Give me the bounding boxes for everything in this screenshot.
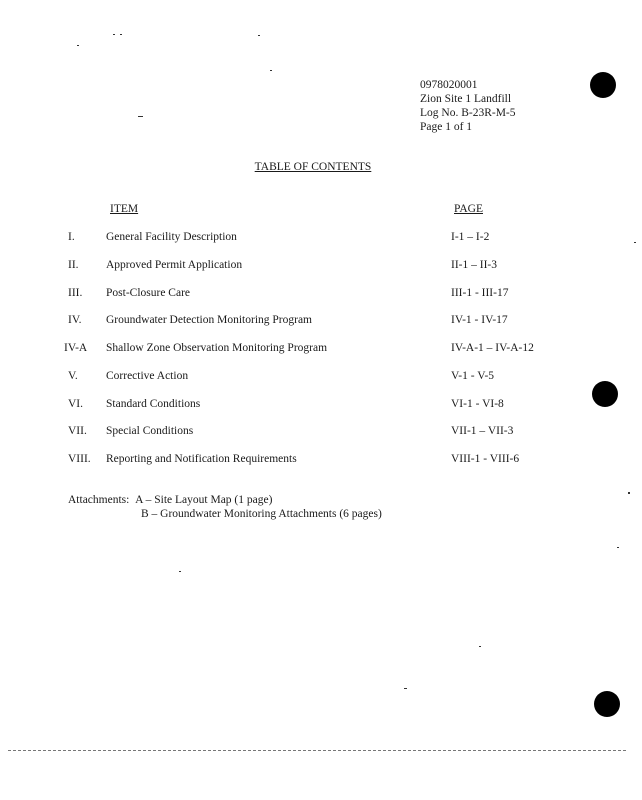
toc-number: V. — [68, 370, 78, 382]
scan-speck — [138, 116, 143, 117]
toc-number: II. — [68, 259, 79, 271]
toc-pages: VIII-1 - VIII-6 — [451, 453, 520, 465]
toc-pages: II-1 – II-3 — [451, 259, 497, 271]
toc-item: General Facility Description — [106, 231, 237, 243]
scan-speck — [404, 688, 407, 689]
toc-row — [0, 453, 642, 469]
toc-item: Corrective Action — [106, 370, 189, 382]
toc-item: Special Conditions — [106, 425, 194, 437]
scan-speck — [634, 242, 636, 243]
scan-speck — [628, 492, 630, 494]
scan-speck — [258, 35, 260, 36]
column-header-item: ITEM — [110, 203, 139, 215]
toc-row — [0, 425, 642, 441]
toc-row — [0, 314, 642, 330]
toc-number: VII. — [68, 425, 87, 437]
punch-hole-bottom — [594, 691, 620, 717]
toc-row — [0, 231, 642, 247]
attachment-a-line — [68, 493, 382, 507]
toc-number: IV-A — [64, 342, 88, 354]
toc-row — [0, 370, 642, 386]
toc-pages: VII-1 – VII-3 — [451, 425, 514, 437]
toc-item: Shallow Zone Observation Monitoring Program — [106, 342, 328, 354]
toc-number: IV. — [68, 314, 82, 326]
toc-row — [0, 342, 642, 358]
scan-speck — [479, 646, 481, 647]
toc-item: Approved Permit Application — [106, 259, 243, 271]
page-title: TABLE OF CONTENTS — [254, 161, 372, 173]
toc-pages: I-1 – I-2 — [451, 231, 490, 243]
column-header-page: PAGE — [454, 203, 483, 215]
toc-row — [0, 259, 642, 275]
scan-speck — [270, 70, 272, 71]
toc-item: Standard Conditions — [106, 398, 201, 410]
page-number: Page 1 of 1 — [420, 121, 473, 133]
log-number: Log No. B-23R-M-5 — [420, 107, 516, 119]
scan-speck — [113, 34, 115, 35]
toc-item: Reporting and Notification Requirements — [106, 453, 297, 465]
doc-id: 0978020001 — [420, 79, 478, 91]
document-header — [420, 78, 516, 134]
attachment-a: A – Site Layout Map (1 page) — [135, 494, 273, 506]
toc-number: VI. — [68, 398, 84, 410]
toc-number: I. — [68, 231, 75, 243]
site-name: Zion Site 1 Landfill — [420, 93, 512, 105]
toc-number: III. — [68, 287, 83, 299]
toc-pages: VI-1 - VI-8 — [451, 398, 504, 410]
scan-speck — [77, 45, 79, 46]
toc-row — [0, 398, 642, 414]
toc-number: VIII. — [68, 453, 91, 465]
toc-pages: IV-1 - IV-17 — [451, 314, 508, 326]
attachments — [68, 493, 382, 521]
toc-item: Groundwater Detection Monitoring Program — [106, 314, 312, 326]
scan-speck — [179, 571, 181, 572]
toc-pages: IV-A-1 – IV-A-12 — [451, 342, 534, 354]
attachments-label: Attachments: — [68, 494, 130, 506]
punch-hole-top — [590, 72, 616, 98]
toc-item: Post-Closure Care — [106, 287, 191, 299]
toc-pages: V-1 - V-5 — [451, 370, 495, 382]
scan-speck — [120, 34, 122, 35]
toc-pages: III-1 - III-17 — [451, 287, 509, 299]
scan-edge-line — [8, 750, 626, 751]
attachment-b: B – Groundwater Monitoring Attachments (6 pages) — [141, 508, 382, 520]
toc-row — [0, 287, 642, 303]
scan-speck — [617, 547, 619, 548]
